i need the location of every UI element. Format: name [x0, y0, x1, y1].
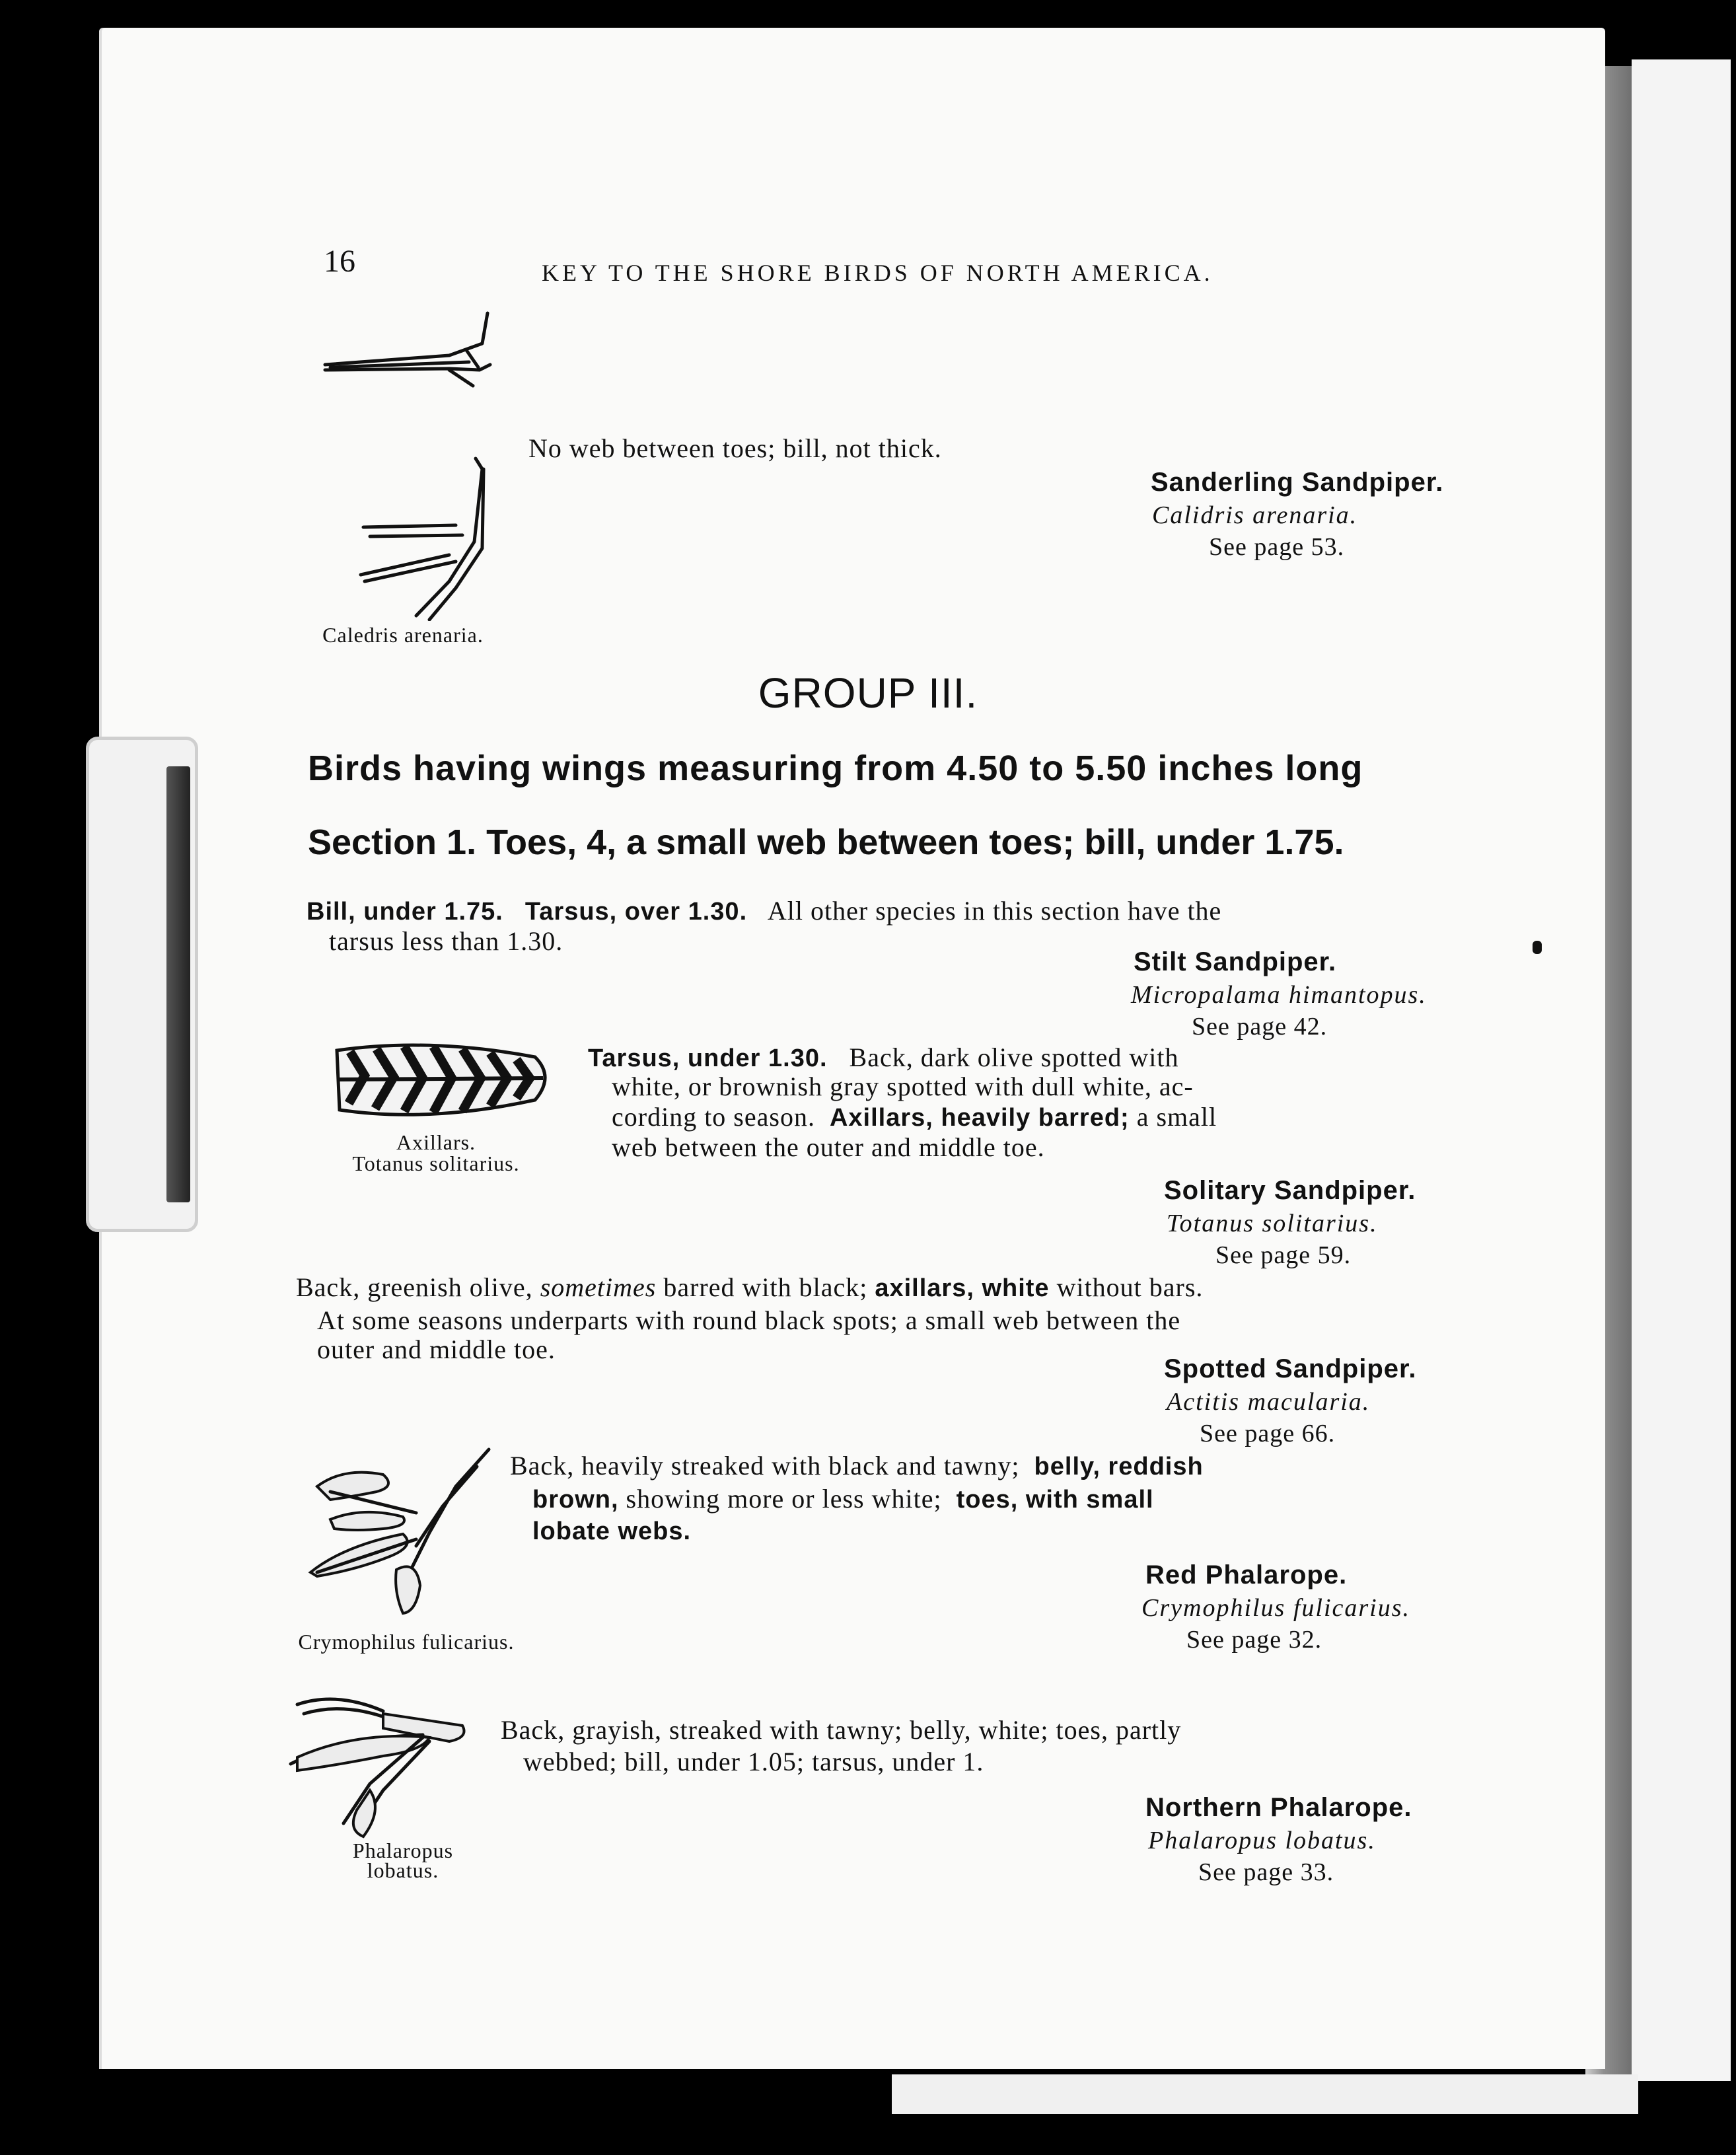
- group-subtitle: Birds having wings measuring from 4.50 to 5.50 inches long: [308, 749, 1363, 788]
- bill-illustration-icon: [317, 304, 502, 396]
- solitary-see-page: See page 59.: [1215, 1241, 1352, 1269]
- sanderling-see-page: See page 53.: [1209, 533, 1345, 561]
- stilt-see-page: See page 42.: [1192, 1013, 1328, 1041]
- stilt-tarsus-bold: Tarsus, over 1.30.: [524, 898, 748, 926]
- spotted-line-2: At some seasons underparts with round black spots; a small web between the: [317, 1305, 1181, 1335]
- solitary-tarsus-bold: Tarsus, under 1.30.: [588, 1044, 828, 1072]
- solitary-line-3-a: cording to season.: [612, 1102, 815, 1132]
- crymophilus-caption: Crymophilus fulicarius.: [298, 1630, 515, 1654]
- spotted-see-page: See page 66.: [1200, 1420, 1336, 1447]
- red-phalarope-line-1-a: Back, heavily streaked with black and tawny;: [510, 1451, 1020, 1480]
- facing-page-edge: [1632, 59, 1731, 2081]
- solitary-line-3: [612, 1102, 1217, 1133]
- solitary-axillars-bold: Axillars, heavily barred;: [829, 1104, 1130, 1132]
- solitary-line-4: web between the outer and middle toe.: [612, 1132, 1045, 1162]
- solitary-text-1: Back, dark olive spotted with: [849, 1042, 1179, 1072]
- stilt-line-1: [307, 896, 1221, 927]
- red-phalarope-line-2: [532, 1484, 1154, 1515]
- spotted-name: Spotted Sandpiper.: [1164, 1354, 1417, 1383]
- solitary-line-1: [588, 1042, 1178, 1074]
- page-number: 16: [324, 244, 355, 279]
- red-phalarope-name: Red Phalarope.: [1145, 1560, 1348, 1589]
- ink-speck: [1533, 941, 1542, 954]
- sanderling-name: Sanderling Sandpiper.: [1151, 468, 1444, 497]
- solitary-scientific: Totanus solitarius.: [1167, 1210, 1378, 1237]
- spotted-line-1: [296, 1272, 1203, 1303]
- red-phalarope-toes-bold: toes, with small: [956, 1486, 1154, 1514]
- spotted-line-1-c: without bars.: [1056, 1272, 1204, 1302]
- axillar-feather-icon: [330, 1037, 555, 1123]
- page-clip-tab-shadow: [166, 766, 190, 1202]
- calidris-caption: Caledris arenaria.: [322, 623, 484, 647]
- spotted-line-1-a: Back, greenish olive,: [296, 1272, 533, 1302]
- axillars-caption: Axillars.: [396, 1130, 476, 1154]
- sanderling-scientific: Calidris arenaria.: [1152, 501, 1358, 529]
- phalaropus-foot-icon: [284, 1685, 476, 1843]
- red-phalarope-lobate-bold: lobate webs.: [532, 1517, 692, 1545]
- northern-phalarope-line-2: webbed; bill, under 1.05; tarsus, under 1.: [523, 1747, 984, 1776]
- northern-phalarope-scientific: Phalaropus lobatus.: [1148, 1827, 1376, 1854]
- red-phalarope-line-3: [532, 1516, 691, 1547]
- northern-phalarope-name: Northern Phalarope.: [1145, 1793, 1412, 1822]
- group-title: GROUP III.: [758, 669, 978, 717]
- solitary-name: Solitary Sandpiper.: [1164, 1176, 1416, 1205]
- northern-phalarope-see-page: See page 33.: [1198, 1858, 1334, 1886]
- page-bottom-edge: [892, 2074, 1638, 2114]
- red-phalarope-belly-bold: belly, reddish: [1034, 1453, 1204, 1480]
- red-phalarope-brown-bold: brown,: [532, 1486, 619, 1514]
- solitary-line-3-b: a small: [1136, 1102, 1217, 1132]
- axillars-caption-species: Totanus solitarius.: [352, 1151, 520, 1175]
- crymophilus-foot-icon: [304, 1440, 495, 1625]
- sanderling-description: No web between toes; bill, not thick.: [528, 433, 942, 463]
- red-phalarope-line-2-b: showing more or less white;: [626, 1484, 942, 1514]
- calidris-foot-icon: [350, 449, 509, 621]
- phalaropus-caption-species: lobatus.: [367, 1858, 439, 1882]
- stilt-name: Stilt Sandpiper.: [1134, 947, 1337, 976]
- stilt-bill-bold: Bill, under 1.75.: [307, 898, 503, 926]
- spotted-sometimes: sometimes: [540, 1272, 657, 1302]
- red-phalarope-line-1: [510, 1451, 1204, 1482]
- spotted-line-1-b: barred with black;: [663, 1272, 868, 1302]
- stilt-text-1: All other species in this section have the: [767, 896, 1222, 926]
- spotted-line-3: outer and middle toe.: [317, 1334, 556, 1364]
- red-phalarope-see-page: See page 32.: [1186, 1626, 1322, 1654]
- section-heading: Section 1. Toes, 4, a small web between toes; bill, under 1.75.: [308, 822, 1344, 862]
- spotted-axillars-bold: axillars, white: [875, 1274, 1050, 1302]
- northern-phalarope-line-1: Back, grayish, streaked with tawny; belly, white; toes, partly: [501, 1715, 1182, 1745]
- solitary-line-2: white, or brownish gray spotted with dull white, ac-: [612, 1072, 1194, 1101]
- spotted-scientific: Actitis macularia.: [1167, 1388, 1371, 1416]
- stilt-line-2: tarsus less than 1.30.: [329, 926, 563, 956]
- phalaropus-caption: Phalaropus: [352, 1839, 454, 1862]
- stilt-scientific: Micropalama himantopus.: [1131, 981, 1427, 1009]
- red-phalarope-scientific: Crymophilus fulicarius.: [1141, 1594, 1411, 1622]
- running-title: KEY TO THE SHORE BIRDS OF NORTH AMERICA.: [542, 260, 1213, 286]
